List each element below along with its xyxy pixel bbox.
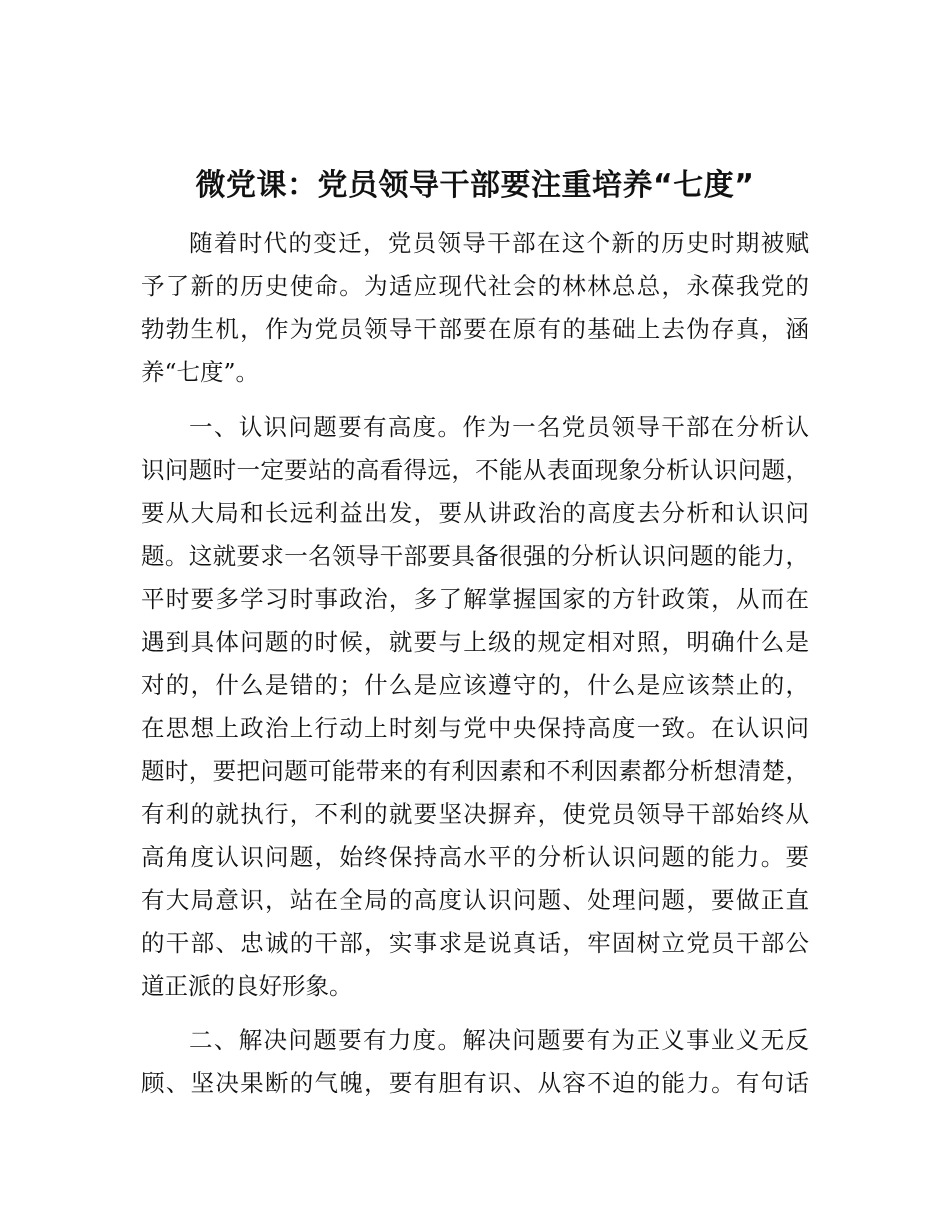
- text-line: 识问题时一定要站的高看得远，不能从表面现象分析认识问题，: [141, 456, 809, 484]
- text-line: 予了新的历史使命。为适应现代社会的林林总总，永葆我党的: [141, 272, 809, 300]
- document-title: 微党课：党员领导干部要注重培养“七度”: [195, 168, 755, 203]
- text-line: 随着时代的变迁，党员领导干部在这个新的历史时期被赋: [189, 229, 809, 257]
- text-line: 一、认识问题要有高度。作为一名党员领导干部在分析认: [189, 413, 809, 441]
- text-line: 在思想上政治上行动上时刻与党中央保持高度一致。在认识问: [141, 714, 809, 742]
- text-line: 要从大局和长远利益出发，要从讲政治的高度去分析和认识问: [141, 499, 809, 527]
- text-line: 对的，什么是错的；什么是应该遵守的，什么是应该禁止的，: [141, 671, 809, 699]
- text-line: 平时要多学习时事政治，多了解掌握国家的方针政策，从而在: [141, 585, 809, 613]
- text-line: 顾、坚决果断的气魄，要有胆有识、从容不迫的能力。有句话: [141, 1069, 809, 1097]
- text-line: 的干部、忠诚的干部，实事求是说真话，牢固树立党员干部公: [141, 929, 809, 957]
- text-line: 题。这就要求一名领导干部要具备很强的分析认识问题的能力，: [141, 542, 809, 570]
- text-line: 养“七度”。: [141, 358, 260, 386]
- text-line: 题时，要把问题可能带来的有利因素和不利因素都分析想清楚，: [141, 757, 809, 785]
- text-line: 有利的就执行，不利的就要坚决摒弃，使党员领导干部始终从: [141, 800, 809, 828]
- paragraph-intro: [141, 222, 809, 394]
- text-line: 道正派的良好形象。: [141, 972, 353, 1000]
- text-line: 遇到具体问题的时候，就要与上级的规定相对照，明确什么是: [141, 628, 809, 656]
- text-line: 高角度认识问题，始终保持高水平的分析认识问题的能力。要: [141, 843, 809, 871]
- paragraph-height: [141, 406, 809, 1008]
- text-line: 二、解决问题要有力度。解决问题要有为正义事业义无反: [189, 1026, 809, 1054]
- text-line: 有大局意识，站在全局的高度认识问题、处理问题，要做正直: [141, 886, 809, 914]
- text-line: 勃勃生机，作为党员领导干部要在原有的基础上去伪存真，涵: [141, 315, 809, 343]
- paragraph-strength: [141, 1019, 809, 1105]
